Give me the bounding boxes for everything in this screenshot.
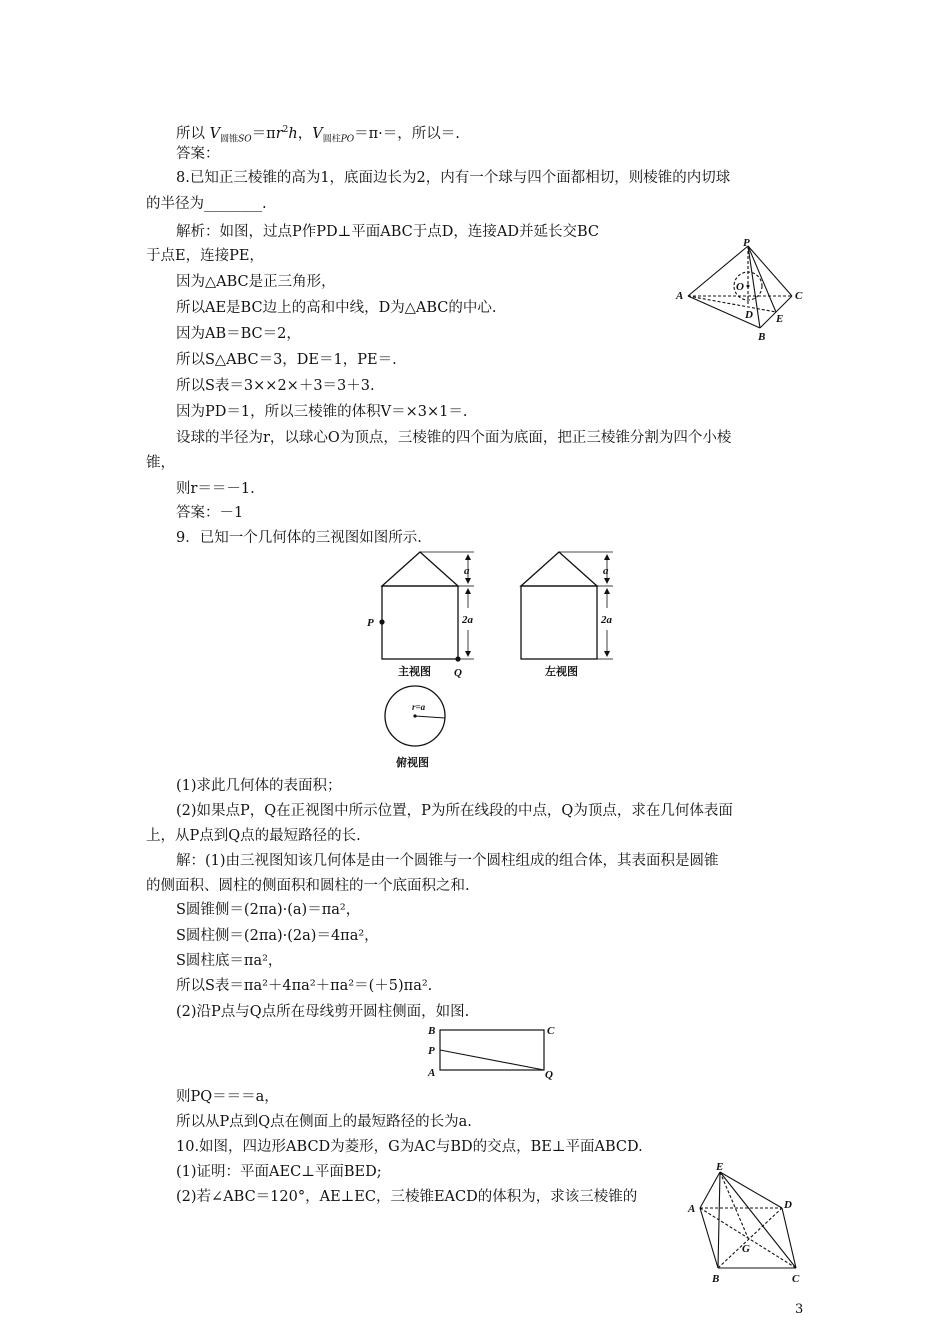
text-line: 设球的半径为r，以球心O为顶点，三棱锥的四个面为底面，把正三棱锥分割为四个小棱 (176, 430, 732, 446)
text-line: 因为AB＝BC＝2， (176, 326, 301, 342)
text-line: 解：(1)由三视图知该几何体是由一个圆锥与一个圆柱组成的组合体，其表面积是圆锥 (176, 853, 719, 869)
text-line: 所以从P点到Q点在侧面上的最短路径的长为a. (176, 1114, 472, 1130)
label-q: Q (454, 667, 462, 679)
text-line: 所以S表＝πa²＋4πa²＋πa²＝(＋5)πa². (176, 978, 433, 994)
text-line: (1)求此几何体的表面积； (176, 778, 342, 794)
text-line: 所以S△ABC＝3，DE＝1，PE＝. (176, 352, 397, 368)
text-line: (2)如果点P，Q在正视图中所示位置，P为所在线段的中点，Q为顶点，求在几何体表面 (176, 803, 733, 819)
label-b: B (758, 331, 766, 343)
dim-2a: 2a (462, 614, 473, 626)
text-line: 9．已知一个几何体的三视图如图所示. (176, 530, 422, 546)
unfold-figure (420, 1020, 570, 1084)
side-view-caption: 左视图 (545, 665, 578, 678)
text-line: 8.已知正三棱锥的高为1，底面边长为2，内有一个球与四个面都相切，则棱锥的内切球 (176, 170, 731, 186)
text-line: S圆柱底＝πa²， (176, 953, 283, 969)
dim-2a: 2a (601, 614, 612, 626)
label-o: O (736, 281, 744, 293)
text-line: 所以 $V_{圆锥SO}=\pi r^2h$，$V_{圆柱PO}=\pi\cdot=$，所以＝. (176, 125, 460, 145)
dim-a: a (603, 565, 609, 577)
label-e: E (716, 1161, 724, 1173)
text-line: 的侧面积、圆柱的侧面积和圆柱的一个底面积之和. (146, 878, 470, 894)
text-line: 则PQ＝＝＝a， (176, 1089, 279, 1105)
top-view-figure (380, 682, 460, 772)
label-q: Q (545, 1069, 553, 1081)
label-c: C (547, 1025, 555, 1037)
text-line: 因为△ABC是正三角形， (176, 274, 336, 290)
dim-a: a (464, 565, 470, 577)
label-b: B (712, 1273, 720, 1285)
text-line: (2)沿P点与Q点所在母线剪开圆柱侧面，如图. (176, 1004, 470, 1020)
text-line: S圆锥侧＝(2πa)·(a)＝πa²， (176, 902, 361, 918)
text-line: (2)若∠ABC＝120°，AE⊥EC，三棱锥EACD的体积为，求该三棱锥的 (176, 1189, 638, 1205)
label-g: G (742, 1243, 750, 1255)
top-view-caption: 俯视图 (396, 756, 429, 769)
text-line: 锥， (146, 455, 175, 471)
label-e: E (776, 313, 784, 325)
label-a: A (688, 1203, 696, 1215)
front-view-caption: 主视图 (398, 665, 431, 678)
text-line: 所以AE是BC边上的高和中线，D为△ABC的中心. (176, 300, 497, 316)
label-p: P (743, 237, 750, 249)
label-b: B (428, 1025, 436, 1037)
label-a: A (428, 1067, 436, 1079)
text-line: 则r＝＝－1. (176, 481, 255, 497)
label-p: P (367, 617, 374, 629)
text-line: 于点E，连接PE， (146, 248, 264, 264)
label-c: C (795, 290, 803, 302)
text-line: 因为PD＝1，所以三棱锥的体积V＝×3×1＝. (176, 404, 468, 420)
label-c: C (792, 1273, 800, 1285)
pyramid-figure (672, 236, 812, 346)
rhombus-figure (684, 1160, 814, 1290)
text-line: 答案：－1 (176, 505, 244, 521)
side-view-figure (501, 546, 631, 681)
text-line: S圆柱侧＝(2πa)·(2a)＝4πa²， (176, 928, 379, 944)
page-number: 3 (795, 1302, 804, 1317)
radius-label: r=a (412, 702, 426, 712)
label-d: D (745, 309, 753, 321)
text-line: 解析：如图，过点P作PD⊥平面ABC于点D，连接AD并延长交BC (176, 224, 600, 240)
label-a: A (676, 290, 684, 302)
label-p: P (428, 1045, 435, 1057)
front-view-figure (362, 546, 492, 681)
text-line: 所以S表＝3××2×＋3＝3＋3. (176, 378, 375, 394)
text-line: 的半径为________. (146, 196, 267, 212)
text-line: 10.如图，四边形ABCD为菱形，G为AC与BD的交点，BE⊥平面ABCD. (176, 1139, 643, 1155)
label-d: D (784, 1199, 792, 1211)
text-line: 答案： (176, 146, 220, 162)
text-line: (1)证明：平面AEC⊥平面BED; (176, 1164, 382, 1180)
text-line: 上，从P点到Q点的最短路径的长. (146, 828, 361, 844)
